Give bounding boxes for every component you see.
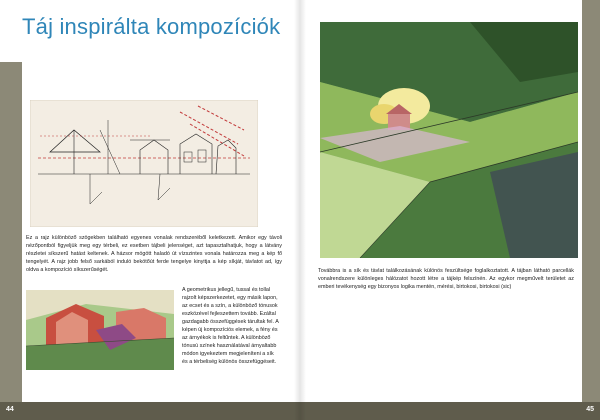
right-frame-rule — [582, 0, 600, 402]
watercolor-left — [26, 290, 174, 370]
bottom-band-right — [300, 402, 600, 420]
watercolor-right — [320, 22, 578, 258]
page-title: Táj inspirálta kompozíciók — [22, 14, 281, 39]
bottom-band-left — [0, 402, 300, 420]
sketch-caption: Ez a rajz különböző szögekben található egyenes vonalak rendszeréből keletkezett. Amikor egy távoli nézőpontból figyeljük meg egy térbeli, ez esetben tájbeli jelenséget, azt tapasztalhatjuk, hogy a látvány részletei síkszerű hatást keltenek. A házsor mögött haladó út vízszintes vonala határozza meg a kép fő tengelyét. A rajz jobb felső sarkából induló bekötőút ferde tengelye kinyitja a kép síkját, távlatot ad, így oldva a kompozíció síkszerűségét. — [26, 235, 282, 273]
right-page — [300, 0, 600, 420]
right-painting-caption: Továbbra is a sík és tàvlat találkozásának különös feszültsége foglalkoztatott. A tájban látható parcellák vonalrendszere különleges hálózatot hozott létre a tájkép felszínén. Az egykor megművelt területet az emberi tevékenység egy bizonyos logika mentén, mérési, birtokosi, birtokosi (sic) — [318, 268, 574, 290]
left-painting-caption: A geometrikus jellegű, tussal és tollal rajzolt képszerkezetet, egy másik lapon, az ecset és a szín, a különböző tónusok eszközével fejleszettem tovább. Ezáltal gazdagabb összefüggések tárultak fel. A képen új kompozíciós elemek, a fény és az árnyékok is feltűntek. A különböző tónusú színek használatával árnyaltabb módon igyekeztem megjeleníteni a sík és a térbeliség különös összefüggéseit. — [182, 287, 279, 365]
page-number-right: 45 — [586, 406, 594, 413]
left-frame-rule — [0, 62, 22, 402]
page-number-left: 44 — [6, 406, 14, 413]
pen-sketch — [30, 100, 258, 227]
